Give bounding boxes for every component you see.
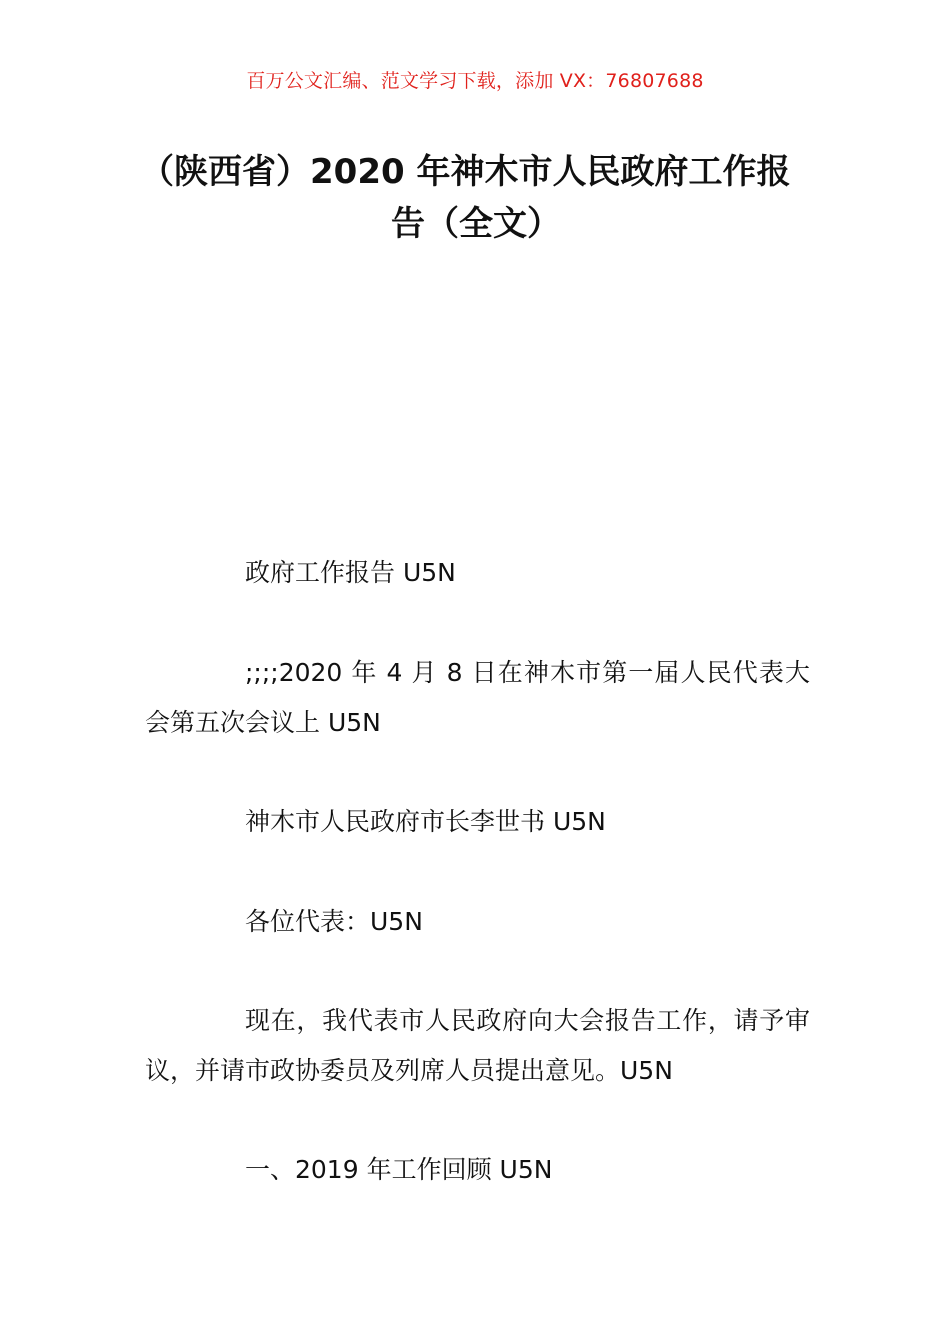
paragraph-salutation: 各位代表：U5N bbox=[245, 907, 423, 936]
paragraph-meeting-date: ;;;;2020 年 4 月 8 日在神木市第一届人民代表大会第五次会议上 U5N bbox=[145, 658, 810, 737]
paragraph-opening: 现在，我代表市人民政府向大会报告工作，请予审议，并请市政协委员及列席人员提出意见。U5N bbox=[145, 1006, 810, 1085]
paragraph-speaker: 神木市人民政府市长李世书 U5N bbox=[245, 807, 606, 836]
document-title bbox=[140, 146, 820, 250]
download-notice: 百万公文汇编、范文学习下载，添加 VX：76807688 bbox=[246, 70, 704, 92]
paragraph-report-heading: 政府工作报告 U5N bbox=[245, 558, 456, 587]
title-line-1: （陕西省）2020 年神木市人民政府工作报 bbox=[140, 152, 791, 192]
title-line-2: 告（全文） bbox=[391, 204, 561, 244]
section-heading-review: 一、2019 年工作回顾 U5N bbox=[245, 1155, 553, 1184]
